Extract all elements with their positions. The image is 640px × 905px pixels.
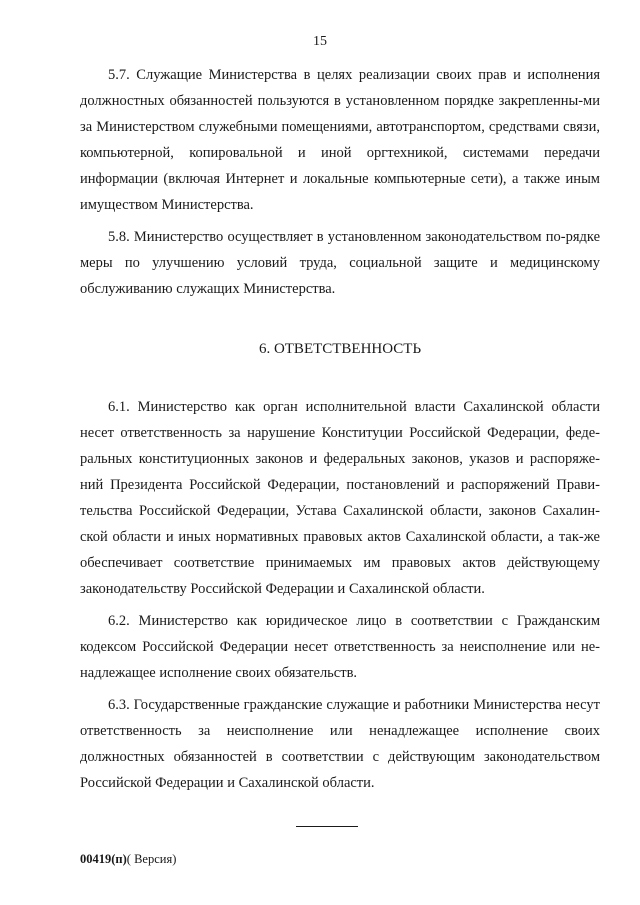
paragraph-6-2: 6.2. Министерство как юридическое лицо в соответствии с Гражданским кодексом Российской Федерации несет ответственность за неисполнение или не-надлежащее исполнение своих обязательств. <box>80 613 600 681</box>
paragraph-5-7: 5.7. Служащие Министерства в целях реализации своих прав и исполнения должностных обязанностей пользуются в установленном порядке закрепленны-ми за Министерством служебными помещениями, автотранспортом, средствами связи, компьютерной, копировальной и иной оргтехникой, системами передачи информации (включая Интернет и локальные компьютерные сети), а также иным имуществом Министерства. <box>80 67 600 213</box>
document-code: 00419(п) <box>80 852 127 866</box>
paragraph-5-8: 5.8. Министерство осуществляет в установленном законодательством по-рядке меры по улучшению условий труда, социальной защите и медицинскому обслуживанию служащих Министерства. <box>80 229 600 297</box>
document-version: ( Версия) <box>126 852 177 866</box>
page-number: 15 <box>313 34 327 49</box>
paragraph-6-1: 6.1. Министерство как орган исполнительной власти Сахалинской области несет ответственность за нарушение Конституции Российской Федерации, феде-ральных конституционных законов и федеральных законов, указов и распоряже-ний Президента Российской Федерации, постановлений и распоряжений Прави-тельства Российской Федерации, Устава Сахалинской области, законов Сахалин-ской области и иных нормативных правовых актов Сахалинской области, а так-же обеспечивает соответствие принимаемых им правовых актов действующему законодательству Российской Федерации и Сахалинской области. <box>80 399 600 597</box>
document-body <box>80 62 600 802</box>
document-footer <box>80 852 176 867</box>
footer-divider <box>296 826 358 827</box>
section-heading: 6. ОТВЕТСТВЕННОСТЬ <box>258 341 422 357</box>
paragraph-6-3: 6.3. Государственные гражданские служащие и работники Министерства несут ответственность за неисполнение или ненадлежащее исполнение своих должностных обязанностей в соответствии с действующим законодательством Российской Федерации и Сахалинской области. <box>80 697 600 791</box>
